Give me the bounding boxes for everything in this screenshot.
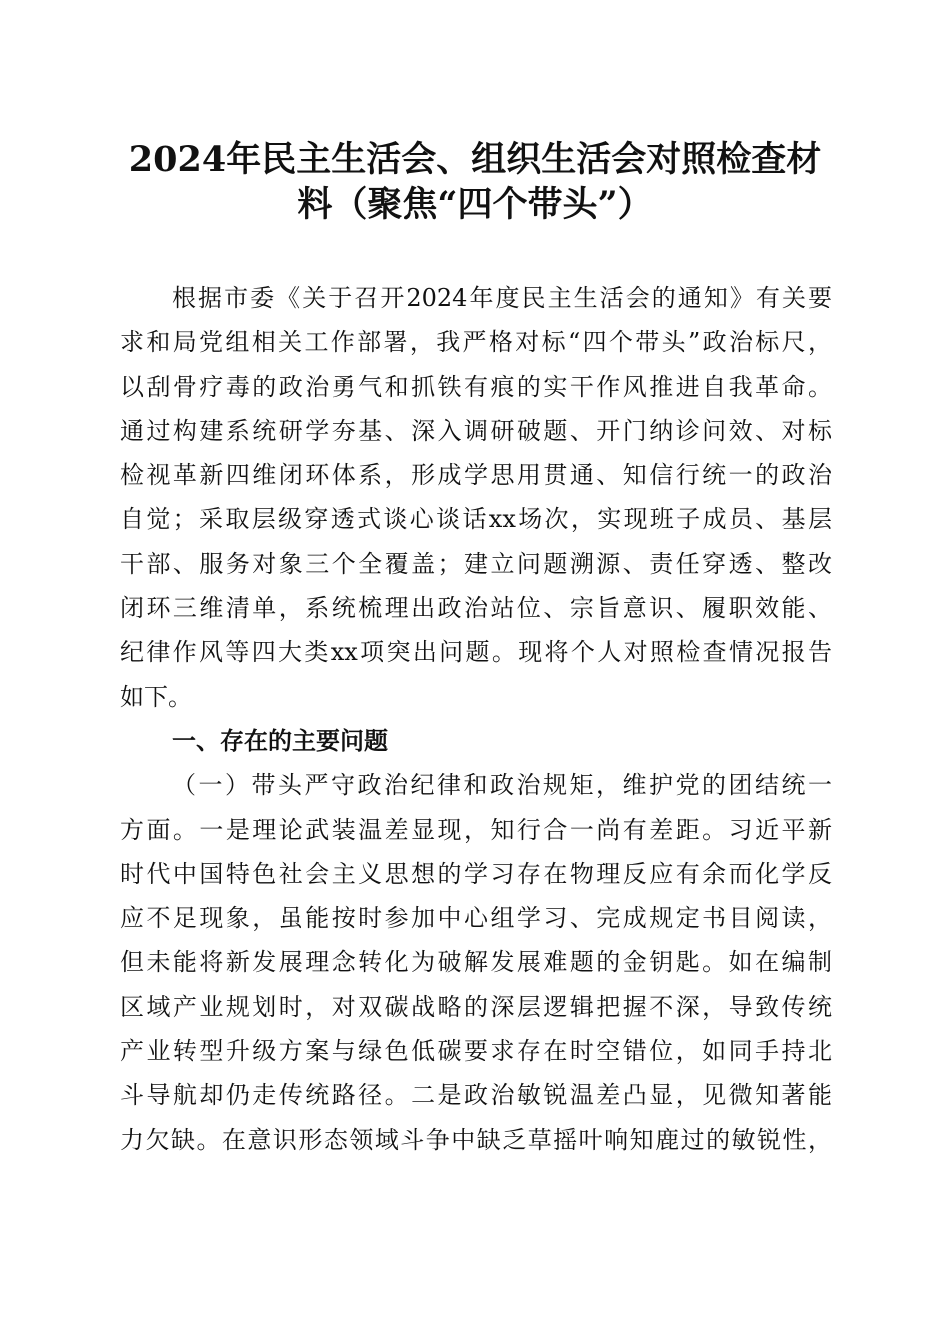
section-heading: 一、存在的主要问题: [172, 725, 388, 755]
text-line: 检视革新四维闭环体系，形成学思用贯通、知信行统一的政治: [120, 461, 832, 490]
text-line: 闭环三维清单，系统梳理出政治站位、宗旨意识、履职效能、: [120, 594, 832, 623]
document-title: [120, 137, 830, 227]
document-body: [120, 276, 832, 1162]
text-line: 产业转型升级方案与绿色低碳要求存在时空错位，如同手持北: [120, 1037, 832, 1066]
text-line: 以刮骨疗毒的政治勇气和抓铁有痕的实干作风推进自我革命。: [120, 372, 832, 401]
text-line: 应不足现象，虽能按时参加中心组学习、完成规定书目阅读，: [120, 904, 832, 933]
text-line: 求和局党组相关工作部署，我严格对标“四个带头”政治标尺，: [120, 328, 832, 357]
text-line: 根据市委《关于召开2024年度民主生活会的通知》有关要: [172, 284, 832, 312]
text-line: 区域产业规划时，对双碳战略的深层逻辑把握不深，导致传统: [120, 992, 832, 1021]
text-line: 通过构建系统研学夯基、深入调研破题、开门纳诊问效、对标: [120, 416, 832, 445]
section-paragraph: [120, 763, 832, 1162]
text-line: 但未能将新发展理念转化为破解发展难题的金钥匙。如在编制: [120, 948, 832, 977]
text-line: 干部、服务对象三个全覆盖；建立问题溯源、责任穿透、整改: [120, 549, 832, 578]
text-line: （一）带头严守政治纪律和政治规矩，维护党的团结统一: [172, 771, 832, 800]
text-line: 力欠缺。在意识形态领域斗争中缺乏草摇叶响知鹿过的敏锐性，: [120, 1125, 832, 1154]
title-line: 2024年民主生活会、组织生活会对照检查材: [128, 139, 822, 180]
text-line: 方面。一是理论武装温差显现，知行合一尚有差距。习近平新: [120, 815, 832, 844]
title-line: 料（聚焦“四个带头”）: [297, 184, 653, 225]
intro-paragraph: [120, 276, 832, 719]
text-line: 斗导航却仍走传统路径。二是政治敏锐温差凸显，见微知著能: [120, 1081, 832, 1110]
text-line: 自觉；采取层级穿透式谈心谈话xx场次，实现班子成员、基层: [120, 505, 832, 534]
text-line: 时代中国特色社会主义思想的学习存在物理反应有余而化学反: [120, 859, 832, 888]
text-line: 纪律作风等四大类xx项突出问题。现将个人对照检查情况报告: [120, 638, 832, 667]
text-line: 如下。: [120, 682, 192, 711]
